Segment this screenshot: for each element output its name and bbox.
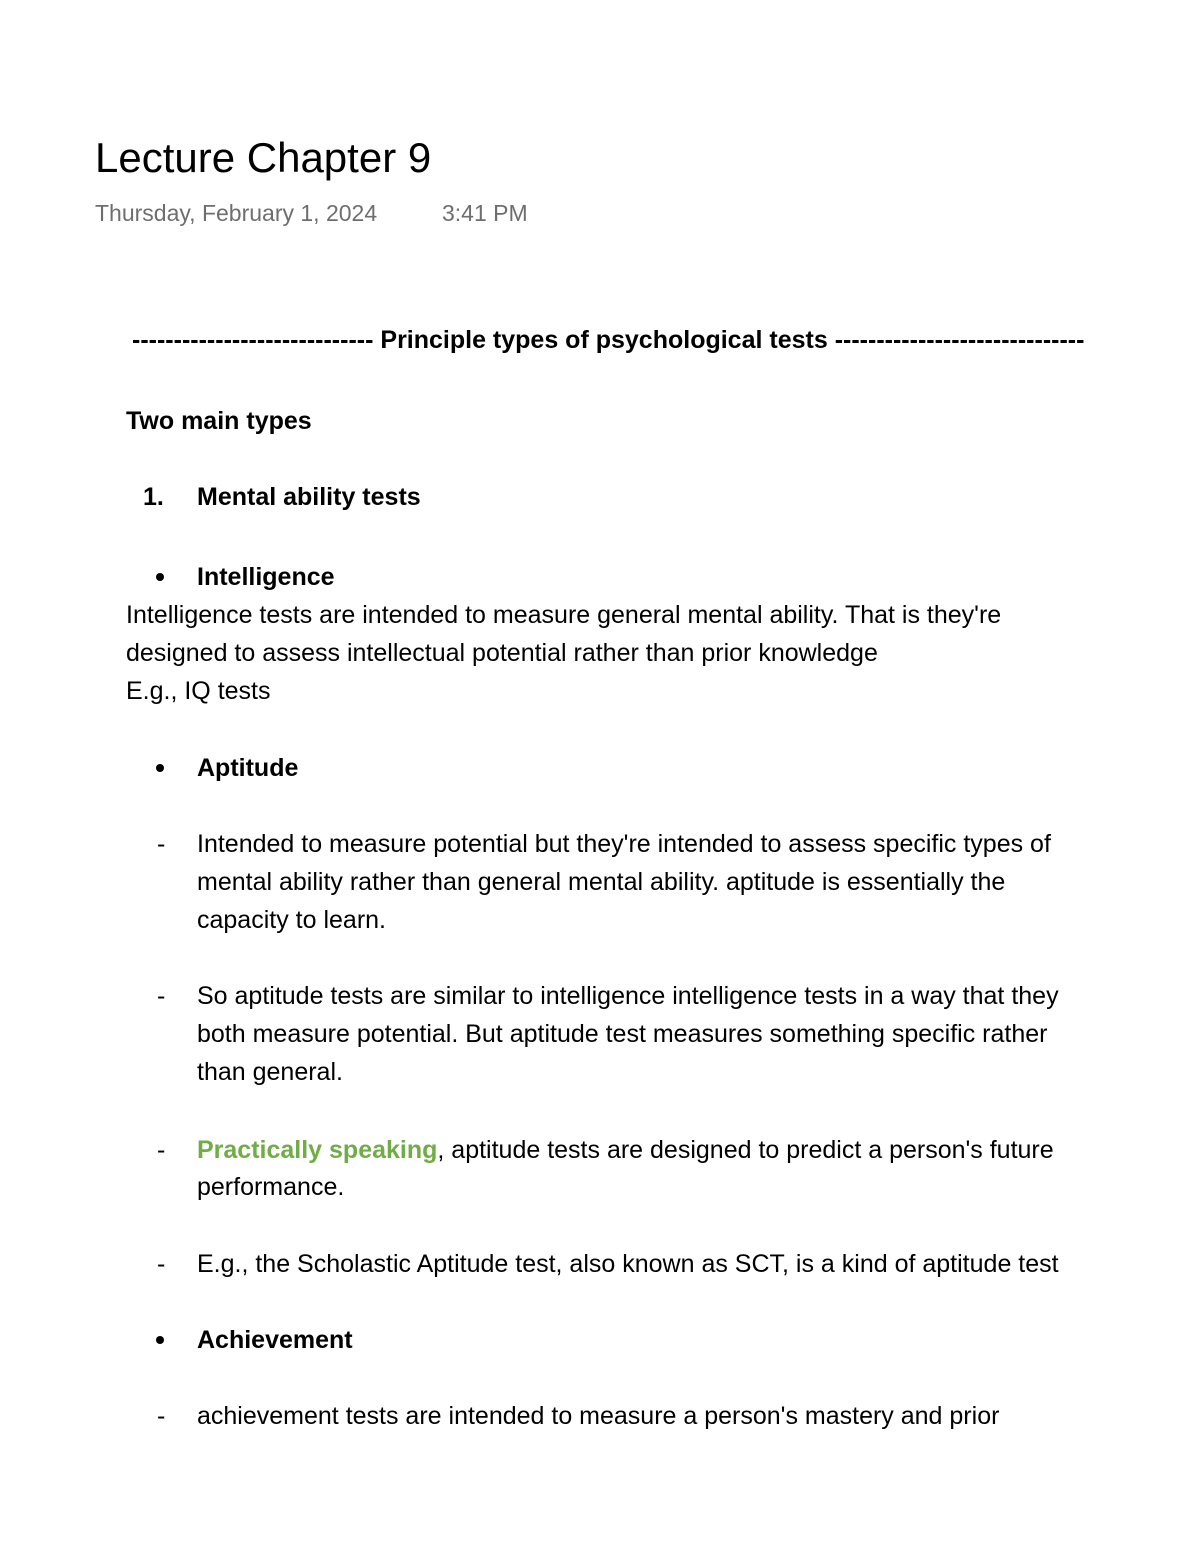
aptitude-point-text: , aptitude tests are designed to predict a person's future — [437, 1136, 1054, 1164]
aptitude-point-line: So aptitude tests are similar to intelligence intelligence tests in a way that they — [197, 982, 1059, 1010]
page-time: 3:41 PM — [442, 200, 528, 226]
dash-marker: - — [157, 830, 166, 858]
achievement-point-line: achievement tests are intended to measure a person's mastery and prior — [197, 1402, 1000, 1430]
dash-marker: - — [157, 982, 166, 1010]
intelligence-heading: Intelligence — [197, 563, 335, 591]
bullet-icon — [156, 1336, 164, 1344]
divider-dashes-right: ------------------------------ — [834, 326, 1085, 354]
divider-dashes-left: ----------------------------- — [132, 326, 374, 354]
aptitude-point-line: E.g., the Scholastic Aptitude test, also known as SCT, is a kind of aptitude test — [197, 1250, 1059, 1278]
section-divider — [132, 326, 1084, 355]
aptitude-point-line: Intended to measure potential but they're intended to assess specific types of — [197, 830, 1051, 858]
intro-heading: Two main types — [126, 407, 312, 435]
achievement-heading: Achievement — [197, 1326, 353, 1354]
dash-marker: - — [157, 1250, 166, 1278]
intelligence-example: E.g., IQ tests — [126, 677, 271, 705]
aptitude-point-line: both measure potential. But aptitude test measures something specific rather — [197, 1020, 1048, 1048]
divider-label: Principle types of psychological tests — [380, 326, 828, 354]
page-title: Lecture Chapter 9 — [95, 134, 432, 181]
aptitude-point-line: mental ability rather than general mental ability. aptitude is essentially the — [197, 868, 1006, 896]
bullet-icon — [156, 573, 164, 581]
dash-marker: - — [157, 1402, 166, 1430]
list-item-mental-ability: Mental ability tests — [197, 483, 421, 511]
aptitude-heading: Aptitude — [197, 754, 299, 782]
aptitude-point-line: capacity to learn. — [197, 906, 386, 934]
highlight-text: Practically speaking — [197, 1136, 438, 1164]
dash-marker: - — [157, 1136, 166, 1164]
aptitude-point-line — [197, 1131, 1054, 1169]
bullet-icon — [156, 764, 164, 772]
list-number-1: 1. — [143, 483, 164, 511]
aptitude-point-line: performance. — [197, 1173, 345, 1201]
intelligence-text-line: designed to assess intellectual potential rather than prior knowledge — [126, 639, 878, 667]
aptitude-point-line: than general. — [197, 1058, 343, 1086]
page-date: Thursday, February 1, 2024 — [95, 200, 378, 226]
intelligence-text-line: Intelligence tests are intended to measure general mental ability. That is they're — [126, 601, 1002, 629]
